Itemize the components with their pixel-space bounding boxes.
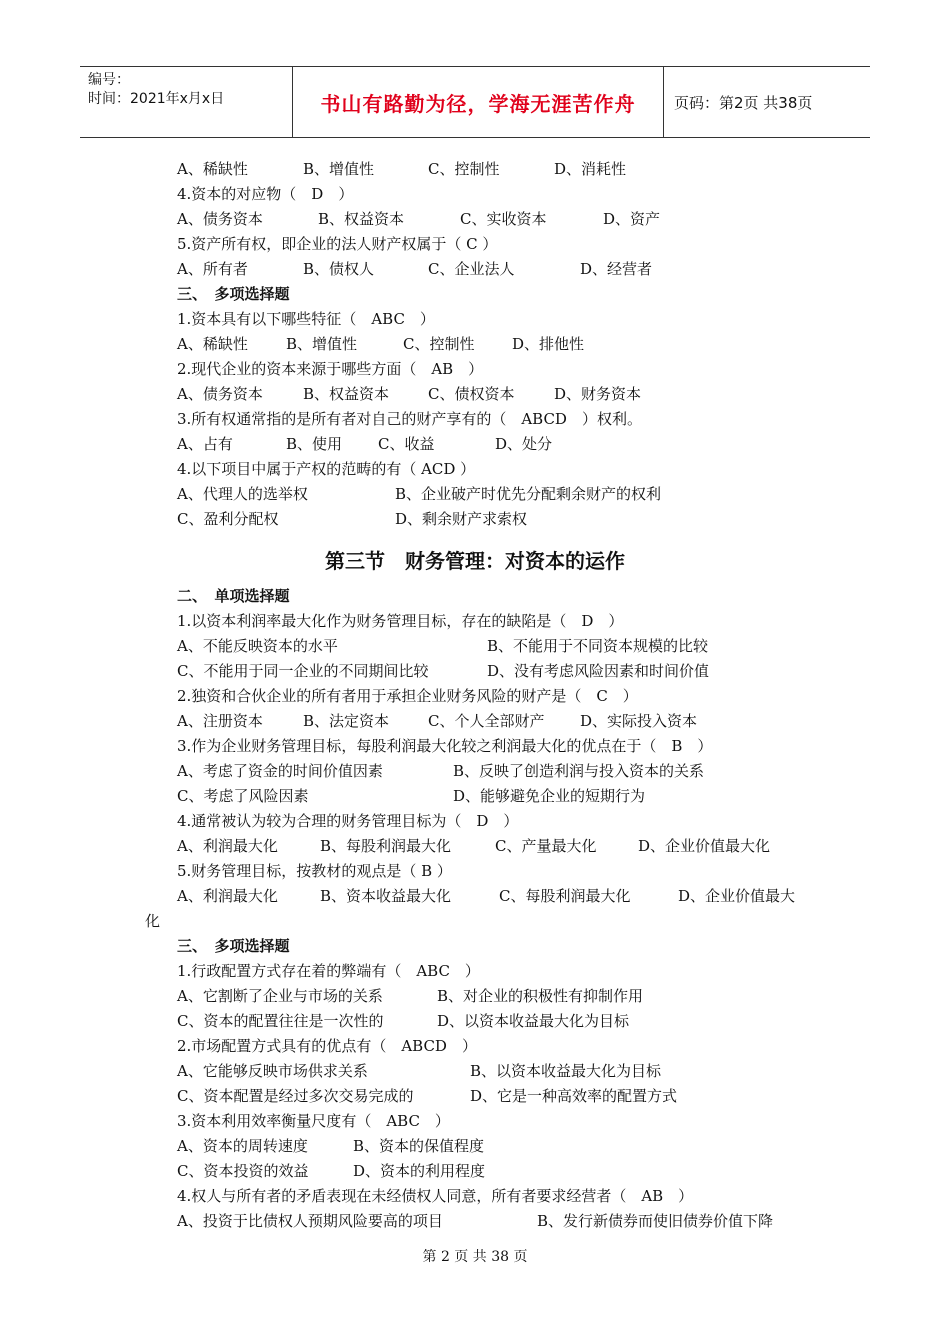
answer-options <box>0 1009 950 1033</box>
answer-options <box>0 834 950 858</box>
line-text: 3.资本利用效率衡量尺度有（ ABC ） <box>177 1112 450 1130</box>
option-text: D、没有考虑风险因素和时间价值 <box>487 662 710 680</box>
answer-options <box>0 1059 950 1083</box>
answer-options <box>0 1084 950 1108</box>
answer-options <box>0 482 950 506</box>
answer-options <box>0 507 950 531</box>
option-text: A、它能够反映市场供求关系 <box>177 1062 368 1080</box>
option-text: D、它是一种高效率的配置方式 <box>470 1087 678 1105</box>
question-text <box>0 232 950 256</box>
question-heading <box>0 584 950 608</box>
option-text: B、增值性 <box>286 335 358 353</box>
time-label: 时间：2021年x月x日 <box>88 91 225 107</box>
option-text: D、以资本收益最大化为目标 <box>437 1012 630 1030</box>
line-text: 5.资产所有权，即企业的法人财产权属于（ C ） <box>177 235 498 253</box>
option-text: C、控制性 <box>428 160 500 178</box>
answer-options <box>0 332 950 356</box>
question-text <box>0 734 950 758</box>
answer-options <box>0 709 950 733</box>
answer-options <box>0 1159 950 1183</box>
option-text: D、企业价值最大 <box>678 887 796 905</box>
option-text: C、个人全部财产 <box>428 712 545 730</box>
option-text: D、企业价值最大化 <box>638 837 771 855</box>
option-text: B、以资本收益最大化为目标 <box>470 1062 662 1080</box>
question-text <box>0 182 950 206</box>
option-text: D、剩余财产求索权 <box>395 510 528 528</box>
question-text <box>0 1184 950 1208</box>
page-footer: 第 2 页 共 38 页 <box>422 1249 528 1265</box>
option-text: A、代理人的选举权 <box>177 485 308 503</box>
line-text: 2.市场配置方式具有的优点有（ ABCD ） <box>177 1037 477 1055</box>
option-text: B、资本收益最大化 <box>320 887 452 905</box>
option-text: D、能够避免企业的短期行为 <box>453 787 646 805</box>
option-text: B、反映了创造利润与投入资本的关系 <box>453 762 705 780</box>
option-text: D、实际投入资本 <box>580 712 698 730</box>
answer-options <box>0 659 950 683</box>
option-text: A、利润最大化 <box>177 837 278 855</box>
option-text: A、考虑了资金的时间价值因素 <box>177 762 383 780</box>
option-text: B、不能用于不同资本规模的比较 <box>487 637 709 655</box>
option-text: C、资本的配置往往是一次性的 <box>177 1012 384 1030</box>
line-text: 3.所有权通常指的是所有者对自己的财产享有的（ ABCD ）权利。 <box>177 410 642 428</box>
line-text: 1.以资本利润率最大化作为财务管理目标，存在的缺陷是（ D ） <box>177 612 624 630</box>
option-text: B、对企业的积极性有抑制作用 <box>437 987 644 1005</box>
option-text: D、消耗性 <box>554 160 627 178</box>
option-text: C、资本配置是经过多次交易完成的 <box>177 1087 414 1105</box>
option-text: B、债权人 <box>303 260 375 278</box>
option-text: B、增值性 <box>303 160 375 178</box>
heading-text: 二、 单项选择题 <box>177 587 290 605</box>
header-motto: 书山有路勤为径，学海无涯苦作舟 <box>293 67 664 137</box>
option-text: C、债权资本 <box>428 385 515 403</box>
option-text: B、权益资本 <box>303 385 390 403</box>
header-page-number: 页码：第2页 共38页 <box>674 93 813 112</box>
option-text: A、所有者 <box>177 260 248 278</box>
option-text: C、产量最大化 <box>495 837 597 855</box>
answer-options <box>0 634 950 658</box>
option-text: A、稀缺性 <box>177 160 248 178</box>
heading-text: 三、 多项选择题 <box>177 937 290 955</box>
option-text: D、排他性 <box>512 335 585 353</box>
answer-options <box>0 984 950 1008</box>
line-text: 5.财务管理目标，按教材的观点是（ B ） <box>177 862 452 880</box>
line-text: 1.行政配置方式存在着的弊端有（ ABC ） <box>177 962 480 980</box>
question-text <box>0 859 950 883</box>
option-text: A、注册资本 <box>177 712 263 730</box>
question-text <box>0 457 950 481</box>
option-text: A、利润最大化 <box>177 887 278 905</box>
page-header <box>80 66 870 138</box>
heading-text: 三、 多项选择题 <box>177 285 290 303</box>
option-text: D、资本的利用程度 <box>353 1162 486 1180</box>
answer-options <box>0 257 950 281</box>
option-text: A、债务资本 <box>177 210 263 228</box>
option-text: D、处分 <box>495 435 553 453</box>
line-text: 2.现代企业的资本来源于哪些方面（ AB ） <box>177 360 484 378</box>
option-text: C、每股利润最大化 <box>499 887 631 905</box>
option-text: B、法定资本 <box>303 712 390 730</box>
option-text: A、它割断了企业与市场的关系 <box>177 987 383 1005</box>
question-heading <box>0 282 950 306</box>
line-text: 2.独资和合伙企业的所有者用于承担企业财务风险的财产是（ C ） <box>177 687 638 705</box>
option-text: B、企业破产时优先分配剩余财产的权利 <box>395 485 662 503</box>
answer-options <box>0 759 950 783</box>
option-text: C、企业法人 <box>428 260 515 278</box>
option-text: A、稀缺性 <box>177 335 248 353</box>
answer-options <box>0 207 950 231</box>
question-text <box>0 959 950 983</box>
option-text: B、权益资本 <box>318 210 405 228</box>
option-text: D、经营者 <box>580 260 653 278</box>
option-text: C、收益 <box>378 435 435 453</box>
option-text: C、不能用于同一企业的不同期间比较 <box>177 662 429 680</box>
option-text: C、控制性 <box>403 335 475 353</box>
question-text <box>0 809 950 833</box>
question-text <box>0 609 950 633</box>
question-text <box>0 357 950 381</box>
line-text: 4.权人与所有者的矛盾表现在未经债权人同意，所有者要求经营者（ AB ） <box>177 1187 694 1205</box>
line-text: 3.作为企业财务管理目标，每股利润最大化较之利润最大化的优点在于（ B ） <box>177 737 713 755</box>
option-text: B、资本的保值程度 <box>353 1137 485 1155</box>
line-text: 4.资本的对应物（ D ） <box>177 185 354 203</box>
header-meta <box>80 67 293 137</box>
option-text: A、不能反映资本的水平 <box>177 637 338 655</box>
answer-options <box>0 1134 950 1158</box>
answer-options <box>0 784 950 808</box>
answer-options <box>0 157 950 181</box>
option-text: C、资本投资的效益 <box>177 1162 309 1180</box>
option-text: A、债务资本 <box>177 385 263 403</box>
question-text <box>0 307 950 331</box>
number-label: 编号： <box>88 72 130 88</box>
option-text: B、每股利润最大化 <box>320 837 452 855</box>
answer-options <box>0 432 950 456</box>
option-text: D、财务资本 <box>554 385 642 403</box>
line-text: 4.以下项目中属于产权的范畴的有（ ACD ） <box>177 460 476 478</box>
question-text <box>0 407 950 431</box>
option-text: D、资产 <box>603 210 661 228</box>
answer-options <box>0 884 950 908</box>
question-text <box>0 909 950 933</box>
option-text: C、实收资本 <box>460 210 547 228</box>
option-text: A、投资于比债权人预期风险要高的项目 <box>177 1212 443 1230</box>
option-text: C、盈利分配权 <box>177 510 279 528</box>
question-text <box>0 1034 950 1058</box>
section-title: 第三节 财务管理：对资本的运作 <box>325 549 625 573</box>
answer-options <box>0 1209 950 1233</box>
option-text: B、使用 <box>286 435 343 453</box>
option-text: A、占有 <box>177 435 233 453</box>
question-text <box>0 684 950 708</box>
line-text: 1.资本具有以下哪些特征（ ABC ） <box>177 310 435 328</box>
question-heading <box>0 934 950 958</box>
question-text <box>0 1109 950 1133</box>
answer-options <box>0 382 950 406</box>
option-text: C、考虑了风险因素 <box>177 787 309 805</box>
line-text: 4.通常被认为较为合理的财务管理目标为（ D ） <box>177 812 519 830</box>
option-text: A、资本的周转速度 <box>177 1137 308 1155</box>
option-text: B、发行新债券而使旧债券价值下降 <box>537 1212 774 1230</box>
line-text: 化 <box>145 912 161 930</box>
